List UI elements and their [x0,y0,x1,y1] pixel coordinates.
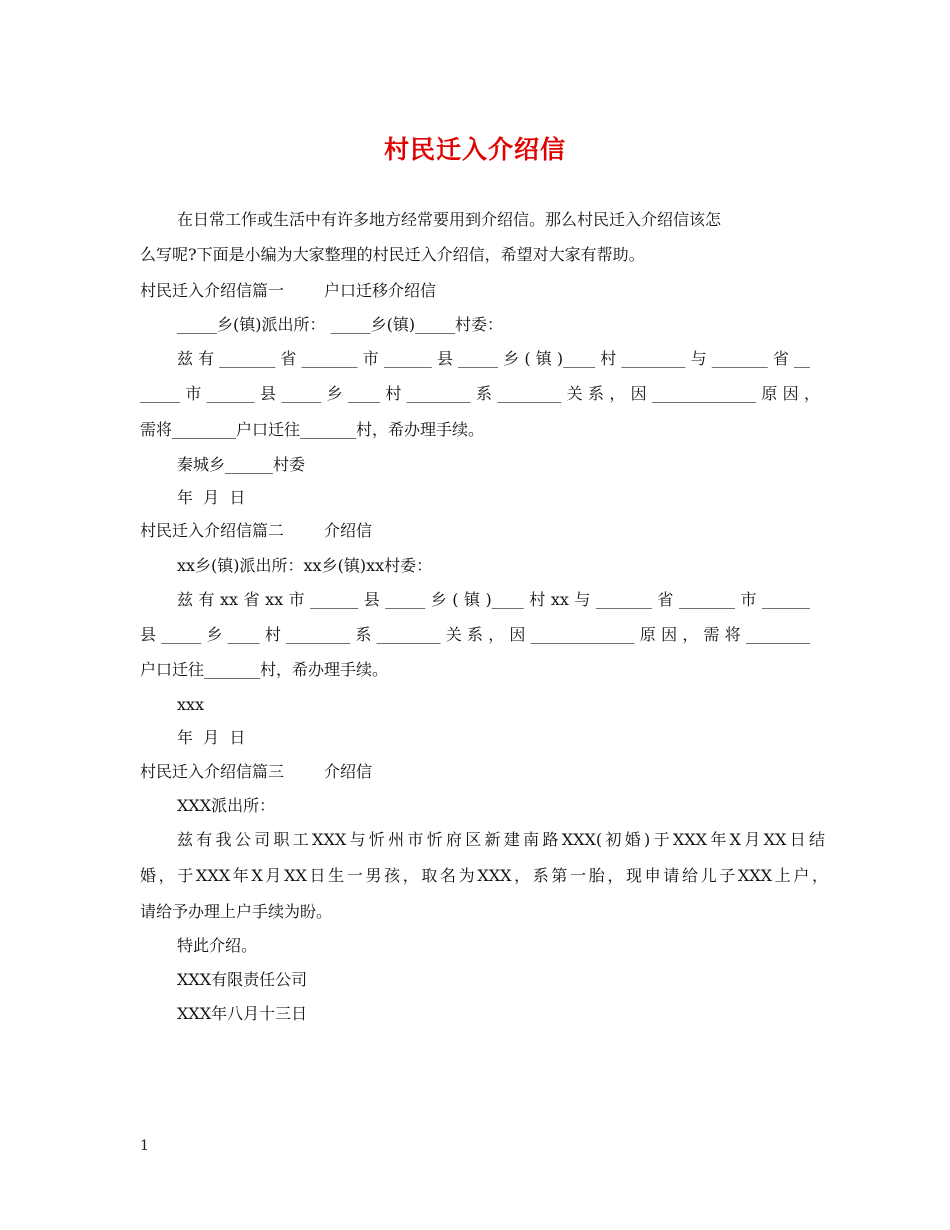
section-3-line-6: XXX有限责任公司 [177,970,308,989]
page-title: 村民迁入介绍信 [383,135,566,164]
section-1-line-1: _____乡(镇)派出所： _____乡(镇)_____村委： [177,315,504,334]
section-1-line-4: 需将________户口迁往_______村，希办理手续。 [140,420,485,439]
section-1-heading-row [140,281,840,301]
section-1-line-2: 兹有_______省_______市______县_____乡(镇)____村________与_______省__ [177,349,810,368]
section-3-line-1: XXX派出所： [177,796,276,815]
section-1-heading: 村民迁入介绍信篇一 [140,281,285,300]
section-3-line-4: 请给予办理上户手续为盼。 [140,902,333,921]
section-3-line-2: 兹有我公司职工XXX与忻州市忻府区新建南路XXX(初婚)于XXX年X月XX日结 [177,830,825,849]
section-3-subheading: 介绍信 [324,762,373,781]
intro-line-2: 么写呢?下面是小编为大家整理的村民迁入介绍信，希望对大家有帮助。 [140,245,645,264]
section-2-heading-row [140,521,840,541]
section-2-heading: 村民迁入介绍信篇二 [140,521,285,540]
section-1-line-3: _____市______县_____乡____村________系________关系，因_____________原因， [140,384,820,403]
page-number: 1 [140,1138,149,1154]
section-2-line-6: 年 月 日 [177,728,246,747]
section-2-line-4: 户口迁往_______村，希办理手续。 [140,660,389,679]
section-2-line-5: xxx [177,695,205,714]
section-1-line-5: 秦城乡______村委 [177,455,306,474]
section-1-subheading: 户口迁移介绍信 [324,281,437,300]
section-3-line-7: XXX年八月十三日 [177,1004,308,1023]
section-3-heading: 村民迁入介绍信篇三 [140,762,285,781]
intro-line-1: 在日常工作或生活中有许多地方经常要用到介绍信。那么村民迁入介绍信该怎 [177,210,722,229]
section-1-line-6: 年 月 日 [177,488,246,507]
section-2-line-3: 县_____乡____村________系________关系，因_____________原因，需将________ [140,625,810,644]
section-3-heading-row [140,762,840,782]
section-3-line-5: 特此介绍。 [177,936,258,955]
section-3-line-3: 婚，于XXX年X月XX日生一男孩，取名为XXX，系第一胎，现申请给儿子XXX上户， [140,866,828,885]
section-2-line-1: xx乡(镇)派出所：xx乡(镇)xx村委： [177,556,433,575]
section-2-subheading: 介绍信 [324,521,373,540]
section-2-line-2: 兹有xx省xx市______县_____乡(镇)____村xx与_______省_______市______ [177,590,810,609]
